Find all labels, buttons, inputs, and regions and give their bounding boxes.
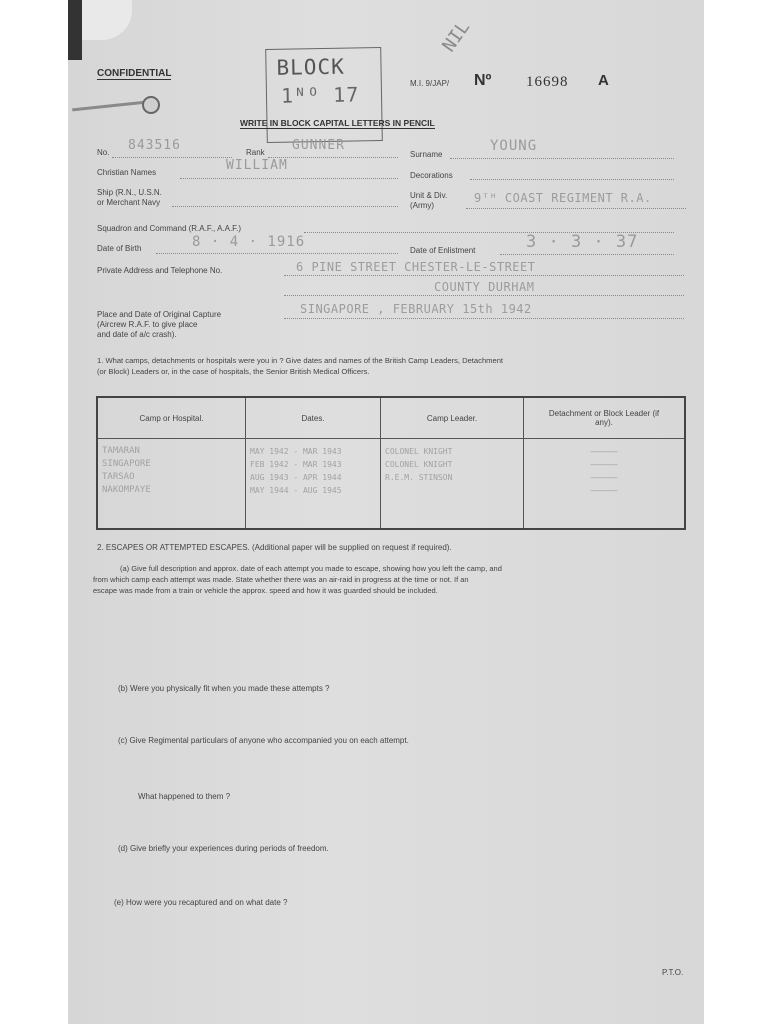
enlistment-value: 3 · 3 · 37 xyxy=(526,232,639,252)
ship-label-2: or Merchant Navy xyxy=(97,198,161,207)
unit-dots xyxy=(466,208,686,209)
date-entry: AUG 1943 - APR 1944 xyxy=(250,473,342,482)
address-label: Private Address and Telephone No. xyxy=(97,266,223,275)
christian-names-dots xyxy=(180,178,398,179)
leader-cell xyxy=(381,439,524,530)
camp-entry: NAKOMPAYE xyxy=(102,485,151,495)
date-of-birth-value: 8 · 4 · 1916 xyxy=(192,234,306,250)
confidential-label: CONFIDENTIAL xyxy=(97,68,172,79)
section2-a-line2: from which camp each attempt was made. State whether there was an air-raid in progress at the time or not. If an xyxy=(93,575,469,584)
date-entry: MAY 1942 - MAR 1943 xyxy=(250,447,342,456)
camp-entry: SINGAPORE xyxy=(102,459,151,469)
dates-cell xyxy=(246,439,381,530)
section1-line2: (or Block) Leaders or, in the case of hospitals, the Senior British Medical Officers. xyxy=(97,367,370,376)
section2-a-line3: escape was made from a train or vehicle the approx. speed and how it was guarded should be included. xyxy=(93,586,438,595)
unit-label-2: (Army) xyxy=(410,201,434,210)
date-entry: FEB 1942 - MAR 1943 xyxy=(250,460,342,469)
reference-prefix: M.I. 9/JAP/ xyxy=(410,79,450,88)
rank-value: GUNNER xyxy=(292,138,345,153)
ship-label-1: Ship (R.N., U.S.N. xyxy=(97,188,162,197)
header-detachment: Detachment or Block Leader (if any). xyxy=(524,397,686,439)
address-dots-1 xyxy=(284,275,684,276)
detachment-mark: ——— xyxy=(590,446,618,456)
section2-a-line1: (a) Give full description and approx. date of each attempt you made to escape, showing how you left the camp, and xyxy=(120,564,502,573)
unit-label-1: Unit & Div. xyxy=(410,191,448,200)
date-entry: MAY 1944 - AUG 1945 xyxy=(250,486,342,495)
unit-value: 9ᵀᴴ COAST REGIMENT R.A. xyxy=(474,191,652,205)
detachment-mark: ——— xyxy=(590,485,618,495)
binder-edge xyxy=(68,0,82,60)
corner-mark: NIL xyxy=(438,17,475,56)
squadron-label: Squadron and Command (R.A.F., A.A.F.) xyxy=(97,224,242,233)
question-e: (e) How were you recaptured and on what date ? xyxy=(114,898,288,907)
leader-entry: COLONEL KNIGHT xyxy=(385,460,453,469)
question-c-followup: What happened to them ? xyxy=(138,792,231,801)
camp-entry: TARSAO xyxy=(102,472,135,482)
capture-dots xyxy=(284,318,684,319)
instruction-heading: WRITE IN BLOCK CAPITAL LETTERS IN PENCIL xyxy=(240,118,435,128)
capture-label-2: (Aircrew R.A.F. to give place xyxy=(97,320,198,329)
section1-line1: 1. What camps, detachments or hospitals were you in ? Give dates and names of the British Camp Leaders, Detachment xyxy=(97,356,504,365)
table-row xyxy=(97,439,685,530)
stamp-number: 1ᴺᴼ 17 xyxy=(280,82,360,108)
address-line-1: 6 PINE STREET CHESTER-LE-STREET xyxy=(296,260,536,274)
no-label: No. xyxy=(97,148,110,157)
question-b: (b) Were you physically fit when you made these attempts ? xyxy=(118,684,330,693)
camp-entry: TAMARAN xyxy=(102,446,140,456)
no-dots xyxy=(112,157,232,158)
christian-names-label: Christian Names xyxy=(97,168,157,177)
decorations-label: Decorations xyxy=(410,171,453,180)
enlistment-label: Date of Enlistment xyxy=(410,246,476,255)
surname-value: YOUNG xyxy=(490,138,538,154)
eyelet xyxy=(142,96,160,114)
section2-heading: 2. ESCAPES OR ATTEMPTED ESCAPES. (Additional paper will be supplied on request if required). xyxy=(97,543,452,552)
camps-table xyxy=(96,396,686,530)
rank-label: Rank xyxy=(246,148,265,157)
stamp-word: BLOCK xyxy=(276,54,345,80)
decorations-dots xyxy=(470,179,674,180)
date-of-birth-dots xyxy=(156,253,398,254)
detachment-mark: ——— xyxy=(590,472,618,482)
document-number: 16698 xyxy=(526,74,569,90)
camp-cell xyxy=(97,439,246,530)
surname-dots xyxy=(450,158,674,159)
header-camp: Camp or Hospital. xyxy=(97,397,246,439)
capture-label-3: and date of a/c crash). xyxy=(97,330,177,339)
address-dots-2 xyxy=(284,295,684,296)
question-d: (d) Give briefly your experiences during periods of freedom. xyxy=(118,844,329,853)
document-suffix: A xyxy=(598,72,609,89)
leader-entry: COLONEL KNIGHT xyxy=(385,447,453,456)
capture-label-1: Place and Date of Original Capture xyxy=(97,310,222,319)
surname-label: Surname xyxy=(410,150,443,159)
date-of-birth-label: Date of Birth xyxy=(97,244,142,253)
detachment-cell xyxy=(524,439,686,530)
number-sign: Nº xyxy=(474,72,492,89)
leader-entry: R.E.M. STINSON xyxy=(385,473,453,482)
service-number-value: 843516 xyxy=(128,138,181,153)
header-dates: Dates. xyxy=(246,397,381,439)
camps-table-header xyxy=(97,397,685,439)
capture-value: SINGAPORE , FEBRUARY 15th 1942 xyxy=(300,302,532,316)
header-camp-leader: Camp Leader. xyxy=(381,397,524,439)
enlistment-dots xyxy=(500,254,674,255)
ship-dots xyxy=(172,206,398,207)
christian-names-value: WILLIAM xyxy=(226,158,288,173)
question-c: (c) Give Regimental particulars of anyone who accompanied you on each attempt. xyxy=(118,736,409,745)
address-line-2: COUNTY DURHAM xyxy=(434,280,535,294)
detachment-mark: ——— xyxy=(590,459,618,469)
pto-label: P.T.O. xyxy=(662,968,684,977)
